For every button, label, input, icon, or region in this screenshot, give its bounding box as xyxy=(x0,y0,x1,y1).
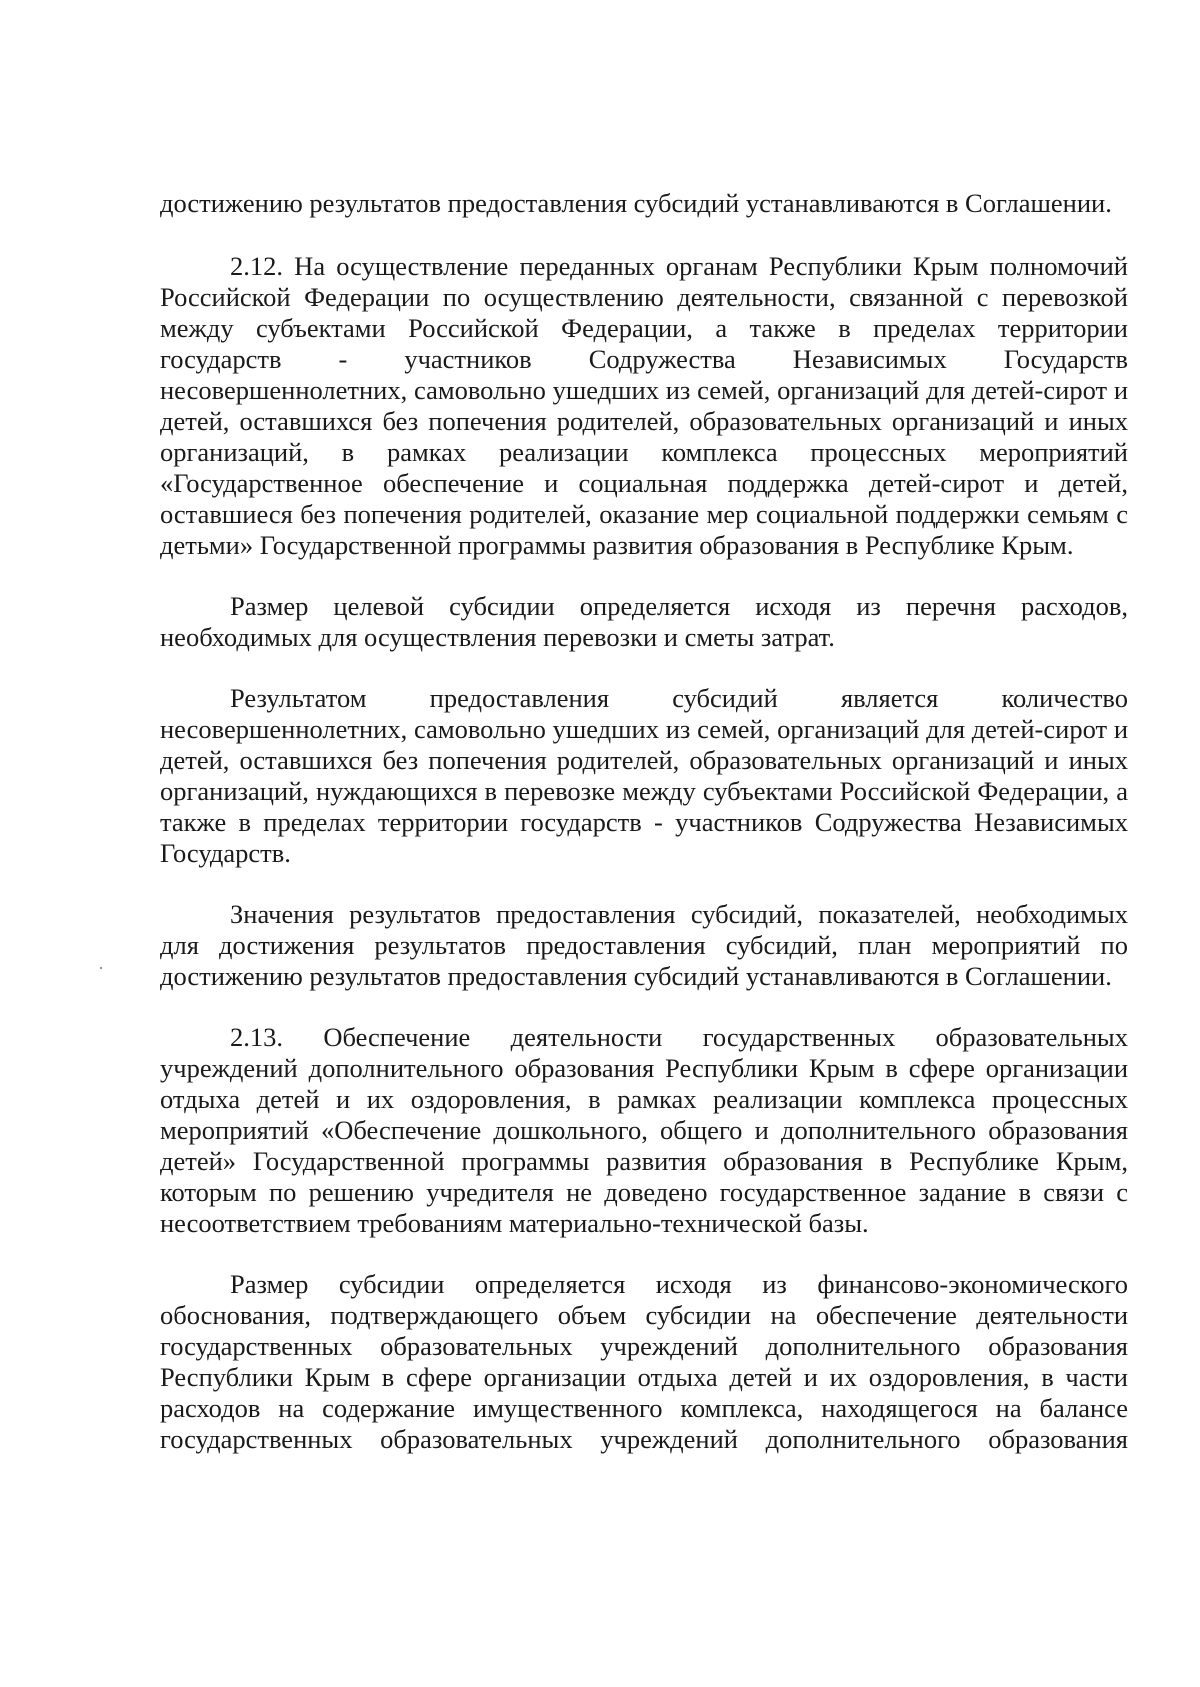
document-body xyxy=(160,188,1128,1485)
paragraph-result-values: Значения результатов предоставления субсидий, показателей, необходимых для достижения результатов предоставления субсидий, план мероприятий по достижению результатов предоставления субсидий устанавливаются в Соглашении. xyxy=(160,899,1128,991)
scan-speck xyxy=(100,967,102,969)
paragraph-subsidy-justification: Размер субсидии определяется исходя из финансово-экономического обоснования, подтверждающего объем субсидии на обеспечение деятельности государственных образовательных учреждений дополнительного образования Республики Крым в сфере организации отдыха детей и их оздоровления, в части расходов на содержание имущественного комплекса, находящегося на балансе государственных образовательных учреждений дополнительного образования xyxy=(160,1269,1128,1454)
paragraph-2-13: 2.13. Обеспечение деятельности государственных образовательных учреждений дополнительного образования Республики Крым в сфере организации отдыха детей и их оздоровления, в рамках реализации комплекса процессных мероприятий «Обеспечение дошкольного, общего и дополнительного образования детей» Государственной программы развития образования в Республике Крым, которым по решению учредителя не доведено государственное задание в связи с несоответствием требованиям материально-технической базы. xyxy=(160,1022,1128,1238)
paragraph-continuation: достижению результатов предоставления субсидий устанавливаются в Соглашении. xyxy=(160,188,1112,218)
paragraph-subsidy-size: Размер целевой субсидии определяется исходя из перечня расходов, необходимых для осуществления перевозки и сметы затрат. xyxy=(160,591,1128,652)
paragraph-2-12: 2.12. На осуществление переданных органам Республики Крым полномочий Российской Федерации по осуществлению деятельности, связанной с перевозкой между субъектами Российской Федерации, а также в пределах территории государств - участников Содружества Независимых Государств несовершеннолетних, самовольно ушедших из семей, организаций для детей-сирот и детей, оставшихся без попечения родителей, образовательных организаций и иных организаций, в рамках реализации комплекса процессных мероприятий «Государственное обеспечение и социальная поддержка детей-сирот и детей, оставшиеся без попечения родителей, оказание мер социальной поддержки семьям с детьми» Государственной программы развития образования в Республике Крым. xyxy=(160,251,1128,560)
paragraph-subsidy-result: Результатом предоставления субсидий является количество несовершеннолетних, самовольно ушедших из семей, организаций для детей-сирот и детей, оставшихся без попечения родителей, образовательных организаций и иных организаций, нуждающихся в перевозке между субъектами Российской Федерации, а также в пределах территории государств - участников Содружества Независимых Государств. xyxy=(160,683,1128,868)
